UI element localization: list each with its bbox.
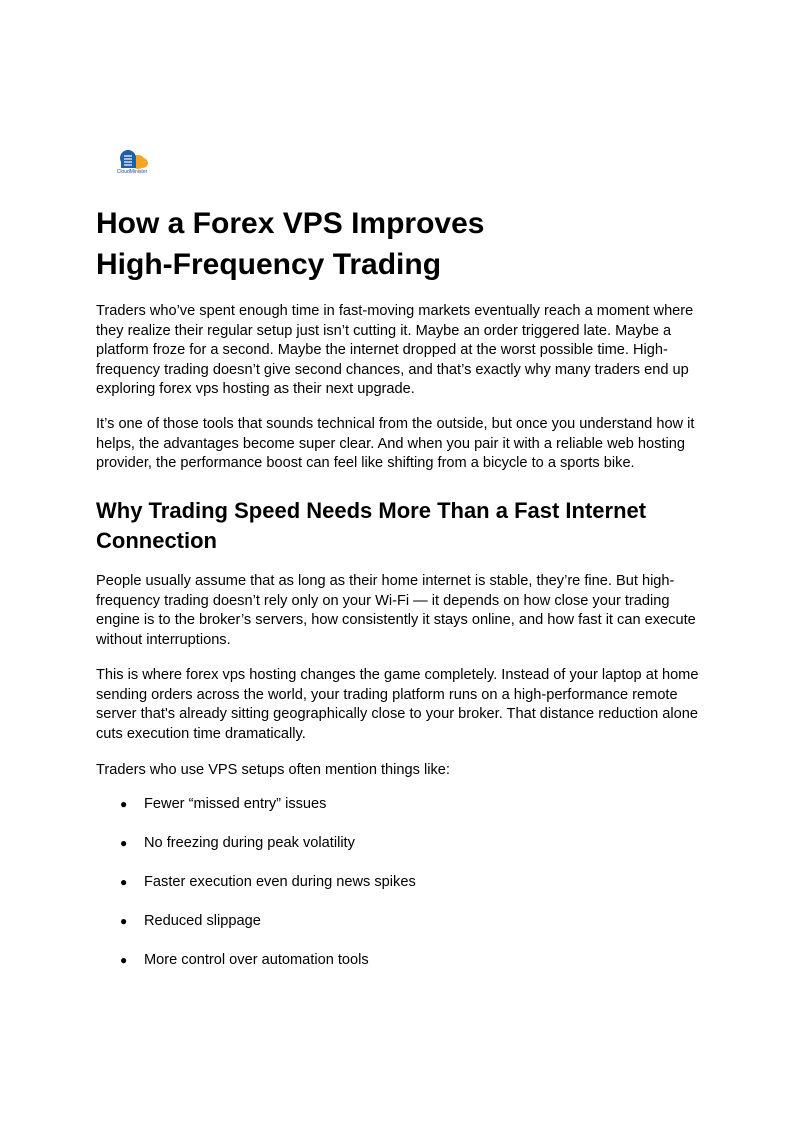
section-paragraph-2: This is where forex vps hosting changes the game completely. Instead of your laptop at home sending orders across the world, your trading platform runs on a high-performance remote server that's already sitting geographically close to your broker. That distance reduction alone cuts execution time dramatically. [96,667,699,742]
bullet-icon: ● [120,797,128,811]
list-item: ● Fewer “missed entry” issues [96,795,701,834]
cloud-server-logo-icon [111,148,153,170]
list-item: ● Reduced slippage [96,912,701,951]
section-heading: Why Trading Speed Needs More Than a Fast Internet Connection [96,498,647,553]
title-line-2: High-Frequency Trading [96,248,442,281]
logo-wordmark: CloudMinister [116,169,148,175]
list-item: ● No freezing during peak volatility [96,834,701,873]
intro-paragraph-1: Traders who’ve spent enough time in fast-moving markets eventually reach a moment where they realize their regular setup just isn’t cutting it. Maybe an order triggered late. Maybe a platform froze for a second. Maybe the internet dropped at the worst possible time. High-frequency trading doesn’t give second chances, and that’s exactly why many traders end up exploring forex vps hosting as their next upgrade. [96,303,694,397]
benefits-list [96,795,701,990]
company-logo [111,148,153,178]
list-item: ● More control over automation tools [96,951,701,990]
section-paragraph-1: People usually assume that as long as their home internet is stable, they’re fine. But high-frequency trading doesn’t rely only on your Wi-Fi — it depends on how close your trading engine is to the broker’s servers, how consistently it stays online, and how fast it can execute without interruptions. [96,573,696,648]
section-paragraph-3: Traders who use VPS setups often mention things like: [96,762,450,778]
intro-paragraph-2: It’s one of those tools that sounds technical from the outside, but once you understand how it helps, the advantages become super clear. And when you pair it with a reliable web hosting provider, the performance boost can feel like shifting from a bicycle to a sports bike. [96,416,695,471]
bullet-icon: ● [120,953,128,967]
bullet-icon: ● [120,914,128,928]
page-title [96,203,701,285]
list-item: ● Faster execution even during news spikes [96,873,701,912]
title-line-1: How a Forex VPS Improves [96,207,485,240]
bullet-icon: ● [120,836,128,850]
bullet-icon: ● [120,875,128,889]
